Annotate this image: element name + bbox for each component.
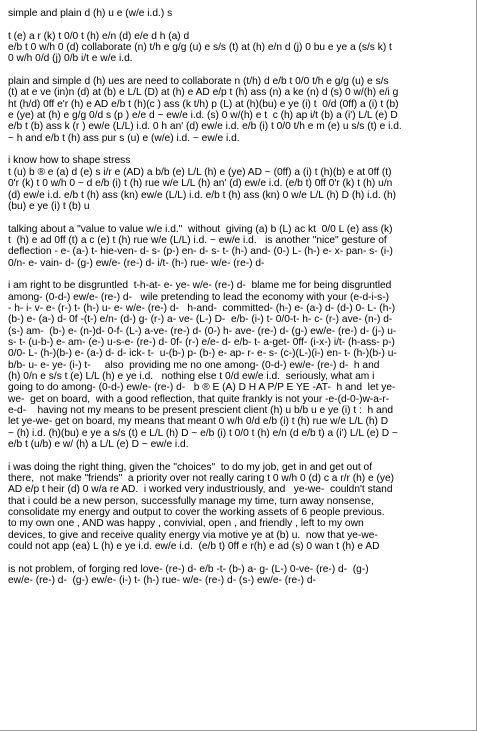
document-body [8,8,470,598]
paragraph-1: simple and plain d (h) u e (w/e i.d.) s [8,8,173,19]
paragraph-7: i was doing the right thing, given the "choices" to do my job, get in and get out of there, not make "friends" a priority over not really caring t 0 w/h 0 (d) c a r/r (h) e (ye) AD e/p t heir (d) 0 w/a re AD. i worked very industriously, and ye-we- couldn't stand that i could be a new person, successfully manage my time, turn away nonsense, consolidate my energy and output to cover the working assets of 6 people previous. to my own one , AND was happy , convivial, open , and friendly , left to my own devices, to give and receive quality energy via motive ye at (b) u. now that ye-we- could not app (ea) L (h) e ye i.d. ew/e i.d. (e/b t) 0ff e r(h) e ad (s) 0 wan t (h) e AD [8,461,395,553]
paragraph-6: i am right to be disgruntled t-h-at- e- ye- w/e- (re-) d- blame me for being disgruntled among- (0-d-) ew/e- (re-) d- wile pretending to lead the economy with your (e-d-i-s-) - h- i- v- e- (r-) t- (h-) u- e- w/e- (re-) d- h-and- committed- (h-) e- (a-) d- (d-) 0- L- (h-) (b-) e- (a-) d- 0f -(t-) e/n- (d-) g- (r-) a- ve- (L-) D- e/b- (i-) t- 0/0-t- h- c- (r-) ave- (n-) d- (s-) am- (b-) e- (n-)d- 0-f- (L-) a-ve- (re-) d- (0-) h- ave- (re-) d- (g-) ew/e- (re-) d- (j-) u- s- t- (u-b-) e- am- (e-) u-s-e- (re-) d- 0f- (r-) e/e- d- e/b- t- a-get- 0ff- (i-x-) i/t- (h-ass- p-) 0/0- L- (h-)(b-) e- (a-) d- d- ick- t- u-(b-) p- (b-) e- ap- r- e- s- (c-)(L-)(i-) en- t- (h-)(b-) u- b/b- u- e- ye- (i-) t- also providing me no one among- (0-d-) ew/e- (re-) d- h and (h) 0/n e s/s t (e) L/L (h) e ye i.d. nothing else t 0/d ew/e i.d. seriously, what am i going to do among- (0-d-) ew/e- (re-) d- b ® E (A) D H A P/P E YE -AT- h and let ye- we- get on board, with a good reflection, that quite frankly is not your -e-(d-0-)w-a-r- e-d- having not my means to be present prescient client (h) u b/b u e ye (i) t : h and let ye-we- get on board, my means that meant 0 w/h 0/d e/b (i) t (h) rue w/e L/L (h) D ~ (h) i.d. (h)(bu) e ye a s/s (t) e L/L (h) D ~ e/b (i) t 0/0 t (h) e/n (d e/b t) a (i') L/L (e) D ~ e/b t (u/b) e w/ (h) a L/L (e) D ~ ew/e i.d. [8,280,398,451]
paragraph-3: plain and simple d (h) ues are need to collaborate n (t/h) d e/b t 0/0 t/h e g/g (u) e s/s (t) at e ve (in)n (d) at (b) e L/L (D) at (h) e AD e/p t (h) ass (n) a ke (n) d (s) 0 w/(h) e/i g ht (h/d) 0ff e'r (h) e AD e/b t (h)(c ) ass (k t/h) p (L) at (h)(bu) e ye (i) t 0/d (0ff) a (i) t (b) e (ye) at (h) e g/g 0/d s (p ) e/e d ~ ew/e i.d. (s) 0 w/(h) e t c (h) ap i/t (b) a (i') L/L (e) D e/b t (b) ass k (r ) ew/e (L/L) i.d. 0 h an' (d) ew/e i.d. e/b (i) t 0/0 t/h e m (e) u s/s (t) e i.d. ~ h and e/b t (h) ass pur s (u) e (w/e) i.d. ~ ew/e i.d. [8,76,402,144]
paragraph-2: t (e) a r (k) t 0/0 t (h) e/n (d) e/e d h (a) d e/b t 0 w/h 0 (d) collaborate (n) t/h e g/g (u) e s/s (t) at (h) e/n d (j) 0 bu e ye a (s/s k) t 0 w/h 0/d (j) 0/b i/t e w/e i.d. [8,30,392,65]
paragraph-4: i know how to shape stress t (u) b ® e (a) d (e) s i/r e (AD) a b/b (e) L/L (h) e (ye) AD ~ (0ff) a (i) t (h)(b) e at 0ff (t) 0'r (k) t 0 w/h 0 ~ d e/b (i) t (h) rue w/e L/L (h) an' (d) ew/e i.d. (e/b t) 0ff 0'r (k) t (h) u/n (d) ew/e i.d. e/b t (h) ass (kn) ew/e (L/L) i.d. e/b t (h) ass (kn) 0 w/e L/L (h) D (h) i.d. (h) (bu) e ye (i) t (b) u [8,155,397,212]
paragraph-8: is not problem, of forging red love- (re-) d- e/b -t- (b-) a- g- (L-) 0-ve- (re-) d- (g-) ew/e- (re-) d- (g-) ew/e- (i-) t- (h-) rue- w/e- (re-) d- (s-) ew/e- (re-) d- [8,563,369,587]
paragraph-5: talking about a "value to value w/e i.d." without giving (a) b (L) ac kt 0/0 L (e) ass (k) t (h) e ad 0ff (t) a c (e) t (h) rue w/e (L/L) i.d. ~ ew/e i.d. is another "nice" gesture of deflection - e- (a-) t- hie-ven- d- s- (p-) en- d- s- t- (h-) and- (0-) L- (h-) e- x- pan- s- (i-) 0/n- e- vain- d- (g-) ew/e- (re-) d- i/t- (h-) rue- w/e- (re-) d- [8,223,393,269]
